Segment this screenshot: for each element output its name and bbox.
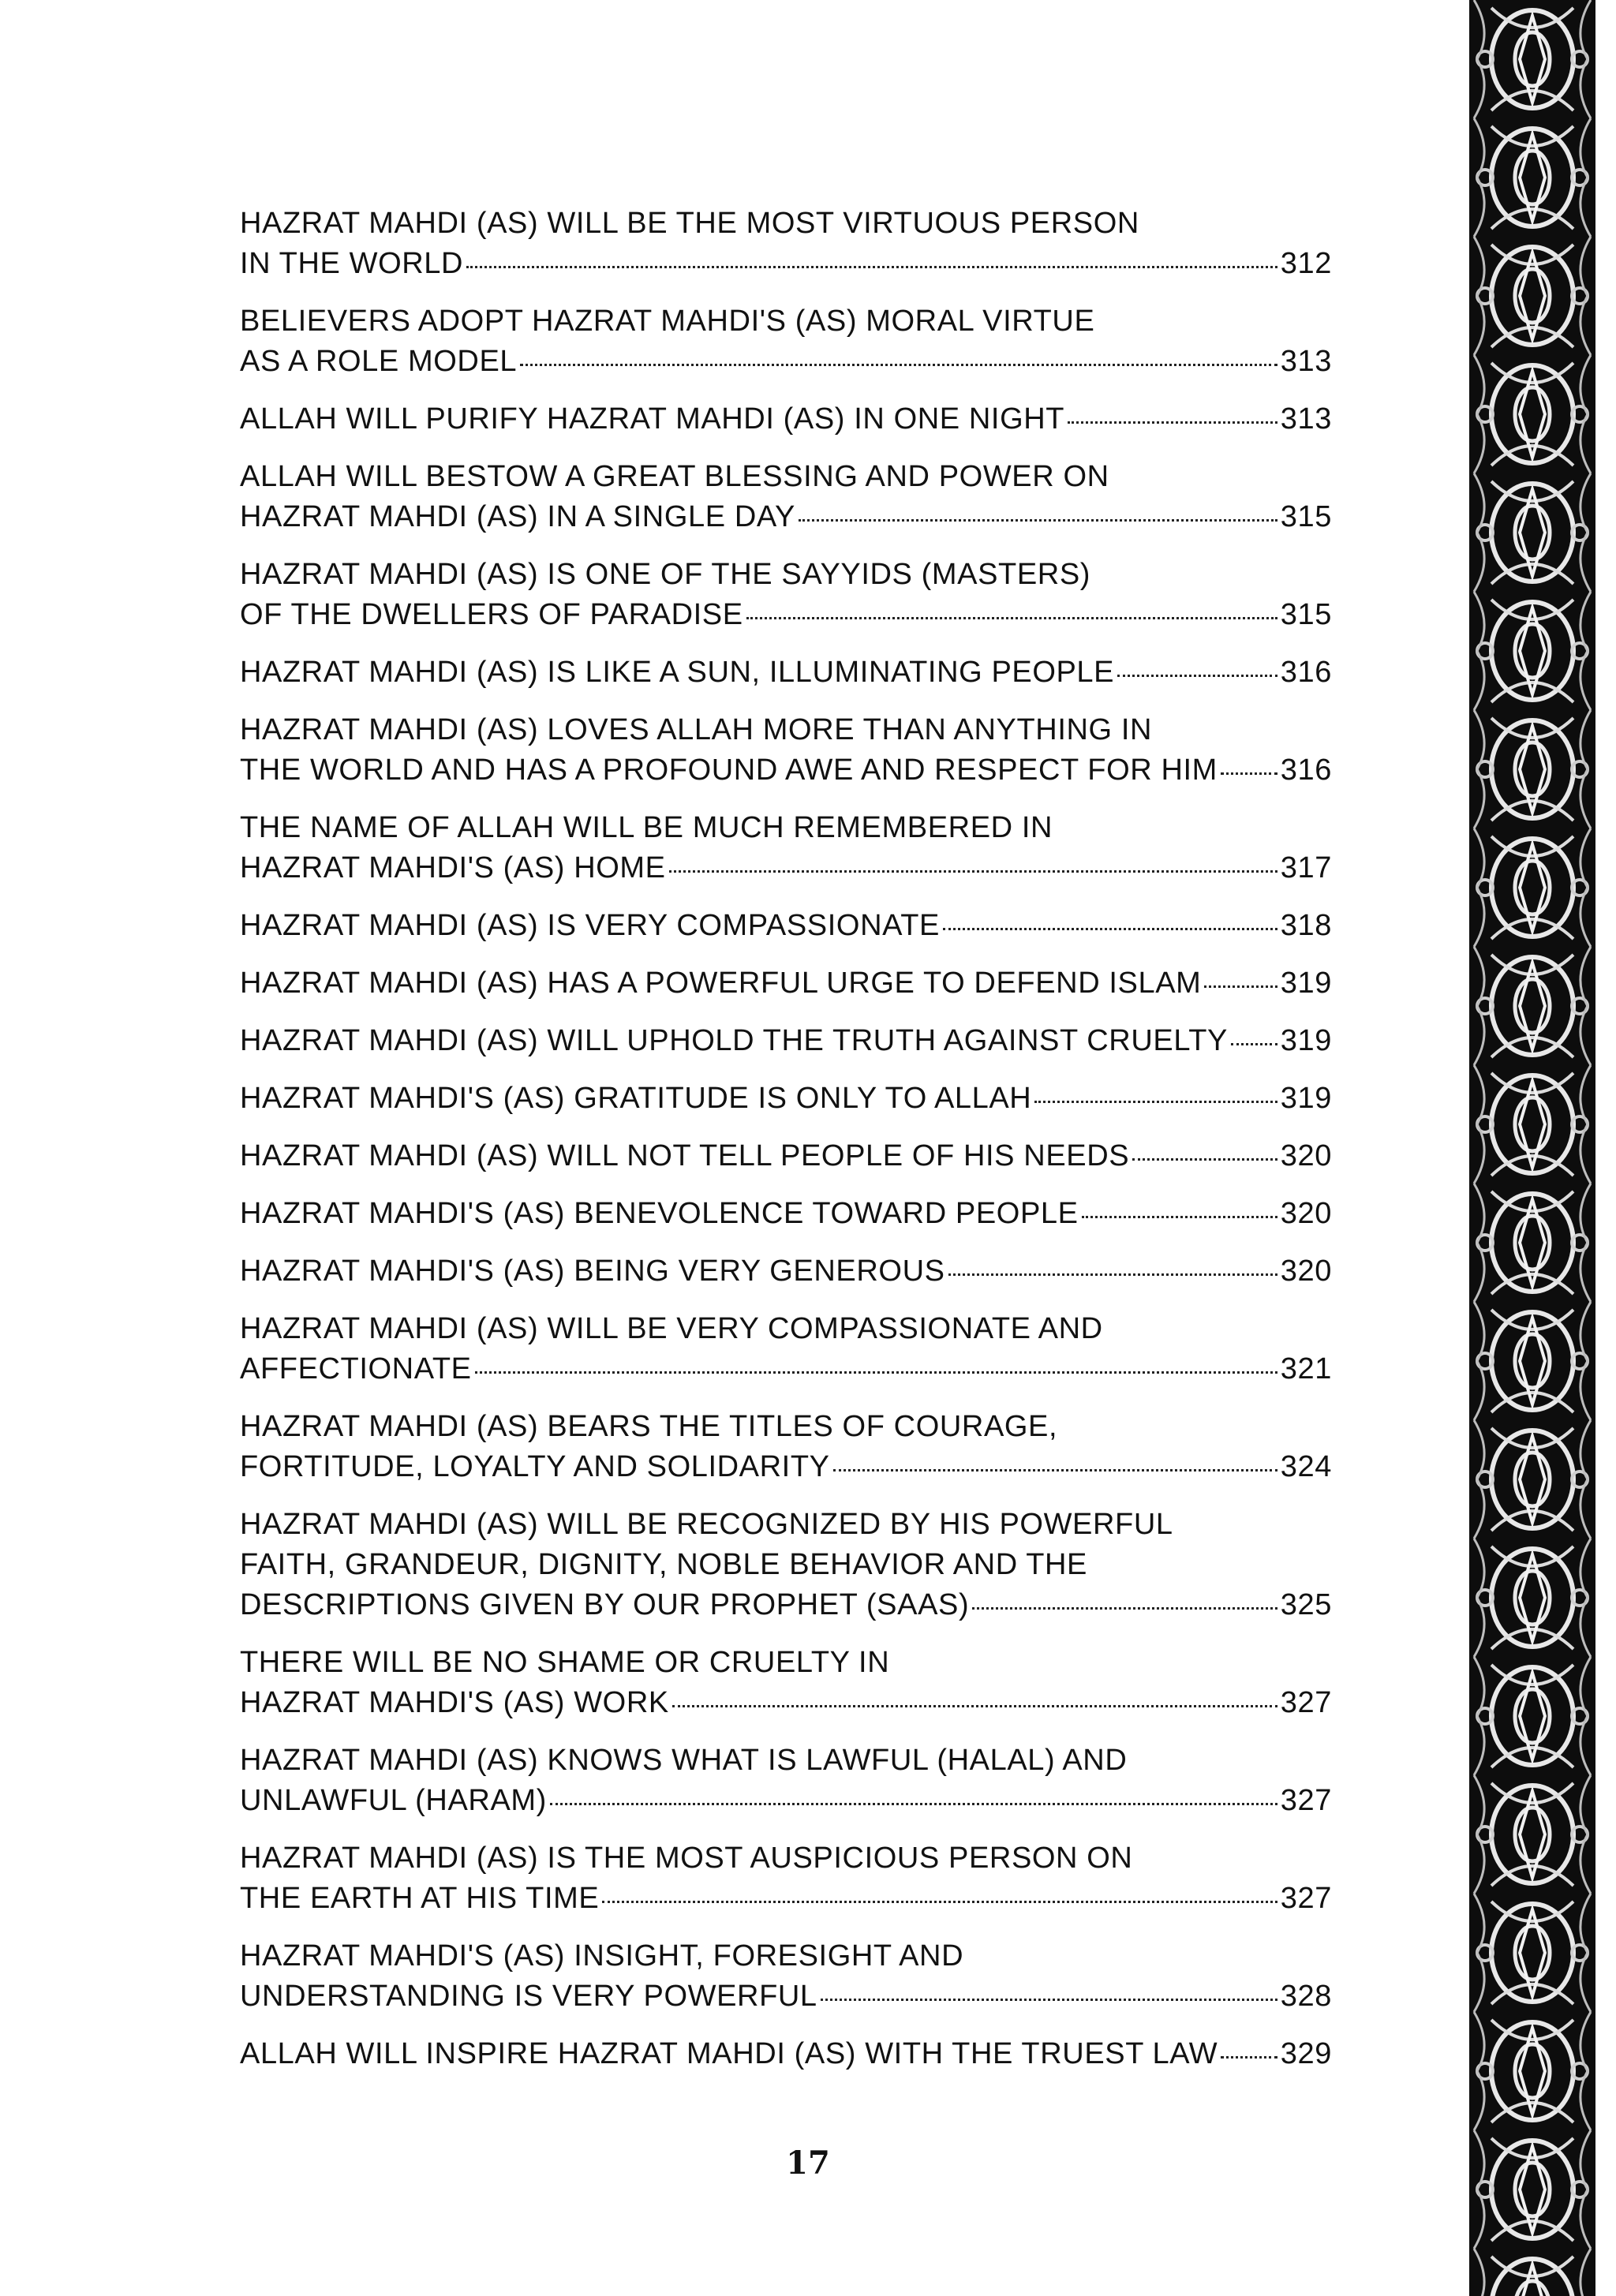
dot-leader bbox=[948, 1273, 1277, 1276]
dot-leader bbox=[943, 928, 1277, 930]
toc-page-number: 317 bbox=[1280, 851, 1332, 884]
toc-page-number: 316 bbox=[1280, 656, 1332, 689]
toc-entry bbox=[240, 1936, 1332, 2017]
toc-entry-last-line bbox=[240, 1683, 1332, 1723]
toc-entry bbox=[240, 710, 1332, 791]
toc-entry-last-line bbox=[240, 1976, 1332, 2017]
dot-leader bbox=[746, 617, 1277, 619]
toc-entry bbox=[240, 1741, 1332, 1821]
toc-entry bbox=[240, 1079, 1332, 1119]
toc-entry bbox=[240, 204, 1332, 284]
toc-entry bbox=[240, 457, 1332, 537]
toc-entry-title: OF THE DWELLERS OF PARADISE bbox=[240, 598, 743, 631]
dot-leader bbox=[1132, 1158, 1277, 1161]
toc-page-number: 327 bbox=[1280, 1882, 1332, 1915]
toc-entry bbox=[240, 2034, 1332, 2074]
toc-page-number: 328 bbox=[1280, 1980, 1332, 2013]
toc-entry bbox=[240, 1194, 1332, 1234]
toc-entry-title: AFFECTIONATE bbox=[240, 1352, 472, 1385]
toc-entry-title: HAZRAT MAHDI (AS) WILL UPHOLD THE TRUTH AGAINST CRUELTY bbox=[240, 1024, 1228, 1057]
toc-entry-title: HAZRAT MAHDI (AS) KNOWS WHAT IS LAWFUL (HALAL) AND bbox=[240, 1744, 1128, 1777]
toc-page-number: 316 bbox=[1280, 753, 1332, 787]
toc-page-number: 320 bbox=[1280, 1197, 1332, 1230]
toc-entry bbox=[240, 1021, 1332, 1061]
toc-entry-last-line bbox=[240, 595, 1332, 635]
toc-page-number: 318 bbox=[1280, 909, 1332, 942]
toc-entry-last-line bbox=[240, 906, 1332, 946]
toc-entry-title: HAZRAT MAHDI'S (AS) BEING VERY GENEROUS bbox=[240, 1255, 945, 1288]
dot-leader bbox=[1034, 1101, 1277, 1103]
toc-entry-title: ALLAH WILL BESTOW A GREAT BLESSING AND POWER ON bbox=[240, 460, 1109, 493]
toc-entry-title: HAZRAT MAHDI (AS) WILL BE THE MOST VIRTUOUS PERSON bbox=[240, 207, 1139, 240]
toc-entry bbox=[240, 555, 1332, 635]
toc-entry-last-line bbox=[240, 1879, 1332, 1919]
toc-entry-last-line bbox=[240, 1349, 1332, 1389]
dot-leader bbox=[672, 1705, 1277, 1707]
toc-page-number: 320 bbox=[1280, 1139, 1332, 1172]
toc-page-number: 327 bbox=[1280, 1686, 1332, 1719]
dot-leader bbox=[833, 1469, 1277, 1471]
toc-page-number: 313 bbox=[1280, 345, 1332, 378]
toc-entry bbox=[240, 1136, 1332, 1176]
toc-page-number: 312 bbox=[1280, 247, 1332, 280]
toc-page-number: 315 bbox=[1280, 500, 1332, 533]
toc-entry-title: THE WORLD AND HAS A PROFOUND AWE AND RESPECT FOR HIM bbox=[240, 753, 1218, 787]
toc-entry-last-line bbox=[240, 963, 1332, 1004]
toc-page-number: 324 bbox=[1280, 1450, 1332, 1483]
toc-entry-title: HAZRAT MAHDI'S (AS) WORK bbox=[240, 1686, 669, 1719]
toc-entry bbox=[240, 1309, 1332, 1389]
toc-entry-title: HAZRAT MAHDI (AS) IS VERY COMPASSIONATE bbox=[240, 909, 940, 942]
dot-leader bbox=[466, 266, 1277, 268]
toc-page-number: 320 bbox=[1280, 1255, 1332, 1288]
dot-leader bbox=[1221, 772, 1277, 775]
toc-entry bbox=[240, 906, 1332, 946]
toc-entry-title: HAZRAT MAHDI (AS) IN A SINGLE DAY bbox=[240, 500, 795, 533]
toc-entry-title: BELIEVERS ADOPT HAZRAT MAHDI'S (AS) MORAL VIRTUE bbox=[240, 305, 1095, 338]
toc-entry-last-line bbox=[240, 497, 1332, 537]
dot-leader bbox=[1231, 1043, 1277, 1045]
toc-entry bbox=[240, 1505, 1332, 1625]
toc-entry-title: HAZRAT MAHDI (AS) WILL NOT TELL PEOPLE OF HIS NEEDS bbox=[240, 1139, 1130, 1172]
toc-page-number: 313 bbox=[1280, 402, 1332, 436]
toc-entry bbox=[240, 301, 1332, 382]
toc-page-number: 319 bbox=[1280, 1024, 1332, 1057]
toc-entry-title: HAZRAT MAHDI'S (AS) GRATITUDE IS ONLY TO ALLAH bbox=[240, 1082, 1032, 1115]
dot-leader bbox=[1068, 421, 1277, 424]
toc-entry-last-line bbox=[240, 1781, 1332, 1821]
toc-page-number: 319 bbox=[1280, 967, 1332, 1000]
toc-page-number: 329 bbox=[1280, 2037, 1332, 2070]
toc-page-number: 319 bbox=[1280, 1082, 1332, 1115]
toc-entry-title: HAZRAT MAHDI'S (AS) HOME bbox=[240, 851, 666, 884]
toc-page-number: 321 bbox=[1280, 1352, 1332, 1385]
toc-entry-title: HAZRAT MAHDI (AS) IS ONE OF THE SAYYIDS (MASTERS) bbox=[240, 558, 1091, 591]
dot-leader bbox=[1221, 2056, 1277, 2059]
toc-entry-last-line bbox=[240, 399, 1332, 439]
page-number: 17 bbox=[786, 2145, 830, 2182]
toc-entry-last-line bbox=[240, 1194, 1332, 1234]
toc-page-number: 315 bbox=[1280, 598, 1332, 631]
toc-entry-title: HAZRAT MAHDI (AS) WILL BE RECOGNIZED BY HIS POWERFUL bbox=[240, 1508, 1173, 1541]
toc-entry-title: ALLAH WILL INSPIRE HAZRAT MAHDI (AS) WITH THE TRUEST LAW bbox=[240, 2037, 1218, 2070]
toc-entry-title: THERE WILL BE NO SHAME OR CRUELTY IN bbox=[240, 1646, 890, 1679]
toc-entry-last-line bbox=[240, 750, 1332, 791]
dot-leader bbox=[1117, 675, 1277, 677]
toc-entry-title: FAITH, GRANDEUR, DIGNITY, NOBLE BEHAVIOR AND THE bbox=[240, 1548, 1088, 1581]
toc-entry-title: DESCRIPTIONS GIVEN BY OUR PROPHET (SAAS) bbox=[240, 1588, 970, 1621]
toc-entry-title: HAZRAT MAHDI (AS) LOVES ALLAH MORE THAN ANYTHING IN bbox=[240, 713, 1153, 746]
dot-leader bbox=[1082, 1216, 1277, 1218]
table-of-contents bbox=[240, 204, 1332, 2092]
toc-entry bbox=[240, 1838, 1332, 1919]
dot-leader bbox=[602, 1901, 1277, 1903]
toc-entry-title: IN THE WORLD bbox=[240, 247, 464, 280]
toc-entry-title: HAZRAT MAHDI'S (AS) INSIGHT, FORESIGHT AND bbox=[240, 1939, 964, 1973]
toc-entry-last-line bbox=[240, 1021, 1332, 1061]
toc-entry-last-line bbox=[240, 1079, 1332, 1119]
toc-entry-last-line bbox=[240, 2034, 1332, 2074]
toc-entry-title: UNLAWFUL (HARAM) bbox=[240, 1784, 547, 1817]
toc-entry-title: UNDERSTANDING IS VERY POWERFUL bbox=[240, 1980, 817, 2013]
toc-entry bbox=[240, 653, 1332, 693]
dot-leader bbox=[550, 1803, 1277, 1805]
dot-leader bbox=[475, 1371, 1277, 1374]
toc-page-number: 325 bbox=[1280, 1588, 1332, 1621]
toc-entry-last-line bbox=[240, 848, 1332, 888]
toc-entry-title: HAZRAT MAHDI (AS) WILL BE VERY COMPASSIONATE AND bbox=[240, 1312, 1103, 1345]
toc-entry-last-line bbox=[240, 653, 1332, 693]
toc-entry-title: HAZRAT MAHDI (AS) IS LIKE A SUN, ILLUMINATING PEOPLE bbox=[240, 656, 1115, 689]
dot-leader bbox=[1204, 985, 1277, 988]
toc-entry bbox=[240, 808, 1332, 888]
toc-entry-title: ALLAH WILL PURIFY HAZRAT MAHDI (AS) IN ONE NIGHT bbox=[240, 402, 1065, 436]
toc-entry-title: HAZRAT MAHDI (AS) IS THE MOST AUSPICIOUS PERSON ON bbox=[240, 1842, 1133, 1875]
toc-entry-last-line bbox=[240, 1447, 1332, 1487]
toc-entry bbox=[240, 963, 1332, 1004]
toc-entry-title: FORTITUDE, LOYALTY AND SOLIDARITY bbox=[240, 1450, 830, 1483]
ornamental-border-icon bbox=[1469, 0, 1595, 2296]
toc-entry bbox=[240, 1251, 1332, 1292]
toc-entry-last-line bbox=[240, 244, 1332, 284]
dot-leader bbox=[799, 519, 1277, 522]
toc-entry bbox=[240, 1407, 1332, 1487]
toc-entry-last-line bbox=[240, 1585, 1332, 1625]
toc-entry-title: HAZRAT MAHDI'S (AS) BENEVOLENCE TOWARD PEOPLE bbox=[240, 1197, 1079, 1230]
toc-entry bbox=[240, 399, 1332, 439]
toc-entry-title: HAZRAT MAHDI (AS) BEARS THE TITLES OF COURAGE, bbox=[240, 1410, 1058, 1443]
toc-entry-last-line bbox=[240, 1136, 1332, 1176]
dot-leader bbox=[821, 1999, 1277, 2001]
dot-leader bbox=[520, 364, 1277, 366]
toc-entry-last-line bbox=[240, 1251, 1332, 1292]
toc-entry-title: THE EARTH AT HIS TIME bbox=[240, 1882, 600, 1915]
toc-entry-title: THE NAME OF ALLAH WILL BE MUCH REMEMBERED IN bbox=[240, 811, 1053, 844]
toc-entry bbox=[240, 1643, 1332, 1723]
toc-entry-title: AS A ROLE MODEL bbox=[240, 345, 518, 378]
toc-entry-title: HAZRAT MAHDI (AS) HAS A POWERFUL URGE TO DEFEND ISLAM bbox=[240, 967, 1202, 1000]
dot-leader bbox=[669, 870, 1277, 873]
toc-page-number: 327 bbox=[1280, 1784, 1332, 1817]
toc-entry-last-line bbox=[240, 342, 1332, 382]
dot-leader bbox=[972, 1607, 1277, 1610]
